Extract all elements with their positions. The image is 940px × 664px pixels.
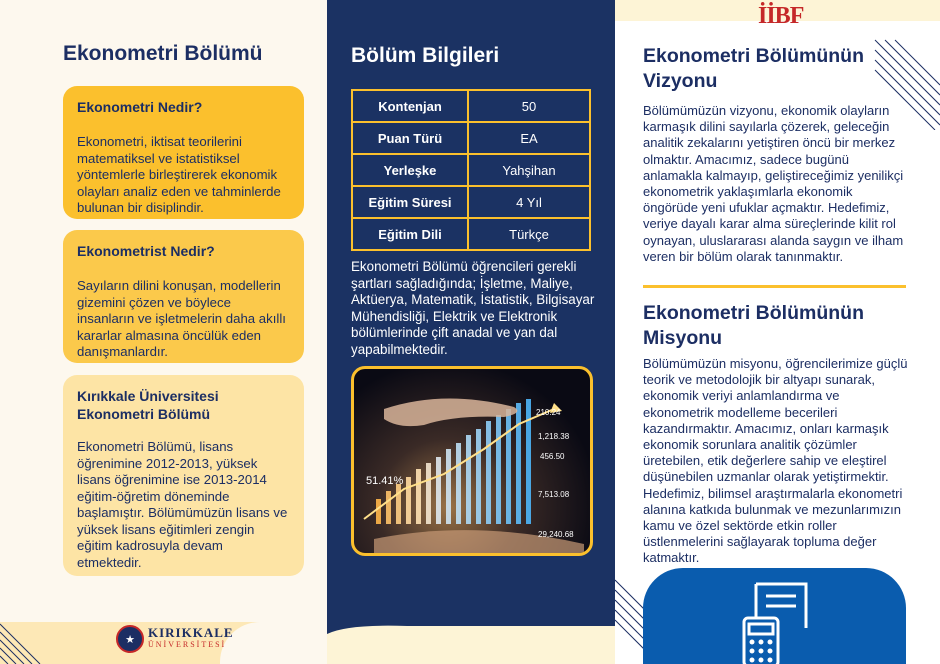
table-row (352, 122, 590, 154)
table-row (352, 90, 590, 122)
financial-chart-image (351, 366, 593, 556)
card-what-is-econometrist (63, 230, 304, 363)
table-value: EA (468, 122, 590, 154)
card-title: Ekonometri Nedir? (77, 99, 203, 115)
iibf-logo (758, 3, 804, 38)
table-row (352, 154, 590, 186)
table-key: Eğitim Süresi (352, 186, 468, 218)
university-seal-icon: ★ (116, 625, 144, 653)
card-title: Kırıkkale Üniversitesi Ekonometri Bölümü (77, 388, 219, 422)
table-key: Yerleşke (352, 154, 468, 186)
table-key: Eğitim Dili (352, 218, 468, 250)
rising-bars-illustration (354, 369, 593, 556)
chart-label: 210.24 (536, 408, 561, 417)
table-key: Puan Türü (352, 122, 468, 154)
university-logo (116, 625, 234, 653)
chart-label: 51.41% (366, 475, 404, 487)
card-body: Ekonometri, iktisat teorilerini matematiksel ve istatistiksel yöntemlerle birleştirerek ekonomik olayları analiz eden ve tahminlerde bulunan bir disiplindir. (77, 134, 281, 215)
vision-text: Bölümümüzün vizyonu, ekonomik olayların karmaşık dilini sayılarla çözerek, geleceğin analitik zekalarını yetiştiren öncü bir merkez olmaktır. Amacımız, sadece bugünü anlamakla kalmayıp, geliştireceğimiz yenilikçi ekonometrik yaklaşımlarla ekonomik öngörüde yeni ufuklar açmaktır. Hedefimiz, veriye dayalı karar alma süreçlerinde kilit rol oynayan, uluslararası alanda saygın ve ilham veren bir bölüm olarak tanınmaktır. (643, 103, 904, 264)
logo-line2: ÜNİVERSİTESİ (148, 640, 227, 649)
left-title: Ekonometri Bölümü (63, 42, 263, 65)
table-key: Kontenjan (352, 90, 468, 122)
top-cream-curve (615, 0, 725, 20)
chart-label: 456.50 (540, 452, 565, 461)
bottom-decor-curve (220, 622, 327, 664)
chart-label: 29,240.68 (538, 530, 574, 539)
table-value: Yahşihan (468, 154, 590, 186)
chart-label: 1,218.38 (538, 432, 570, 441)
middle-title: Bölüm Bilgileri (351, 44, 500, 67)
table-value: 4 Yıl (468, 186, 590, 218)
left-panel (0, 0, 327, 664)
double-major-text: Ekonometri Bölümü öğrencileri gerekli şartları sağladığında; İşletme, Maliye, Aktüerya, Matematik, İstatistik, Bilgisayar Mühendisliği, Elektrik ve Elektronik bölümlerinde çift anadal ve yan dal yapabilmektedir. (351, 259, 595, 357)
bottom-cream-curve (327, 604, 615, 664)
table-row (352, 186, 590, 218)
card-title: Ekonometrist Nedir? (77, 243, 215, 259)
right-panel (615, 0, 940, 664)
vision-title: Ekonometri Bölümünün Vizyonu (643, 45, 864, 92)
section-divider (643, 285, 906, 288)
card-body: Sayıların dilini konuşan, modellerin gizemini çözen ve böylece insanların ve işletmelerin daha akıllı kararlar almasına öncülük eden danışmanlardır. (77, 278, 286, 359)
card-university-department (63, 375, 304, 576)
logo-line1: KIRIKKALE (148, 625, 234, 640)
bottom-blue-card (643, 568, 906, 664)
diagonal-stripes-icon (0, 622, 56, 664)
middle-panel (327, 0, 615, 664)
card-body: Ekonometri Bölümü, lisans öğrenimine 2012-2013, yüksek lisans öğrenimine ise 2013-2014 eğitim-öğretim döneminde başlamıştır. Bölümümüzün lisans ve yüksek lisans eğitimleri zengin eğitim kadrosuyla devam etmektedir. (77, 439, 288, 570)
department-info-table (351, 89, 591, 251)
table-value: 50 (468, 90, 590, 122)
mission-text: Bölümümüzün misyonu, öğrencilerimize güçlü teorik ve metodolojik bir altyapı sunarak, ekonomik veriyi anlamlandırma ve ekonometrik modelleme becerileri kazandırmaktır. Amacımız, onları karmaşık ekonomik sorunlara analitik çözümler üretebilen, etik değerlere sahip ve eleştirel düşünebilen uzmanlar olarak yetiştirmektir. Hedefimiz, bilimsel araştırmalarla ekonometri alanına katkıda bulunmak ve mezunlarımızın kamu ve özel sektörde etkin roller üstlenmelerini sağlayarak topluma değer katmaktır. (643, 356, 908, 566)
card-what-is-econometrics (63, 86, 304, 219)
table-row (352, 218, 590, 250)
table-value: Türkçe (468, 218, 590, 250)
iibf-logo-text: İİBF (758, 3, 804, 29)
calculator-receipt-icon (738, 578, 818, 664)
chart-label: 7,513.08 (538, 490, 570, 499)
mission-title: Ekonometri Bölümünün Misyonu (643, 302, 864, 349)
